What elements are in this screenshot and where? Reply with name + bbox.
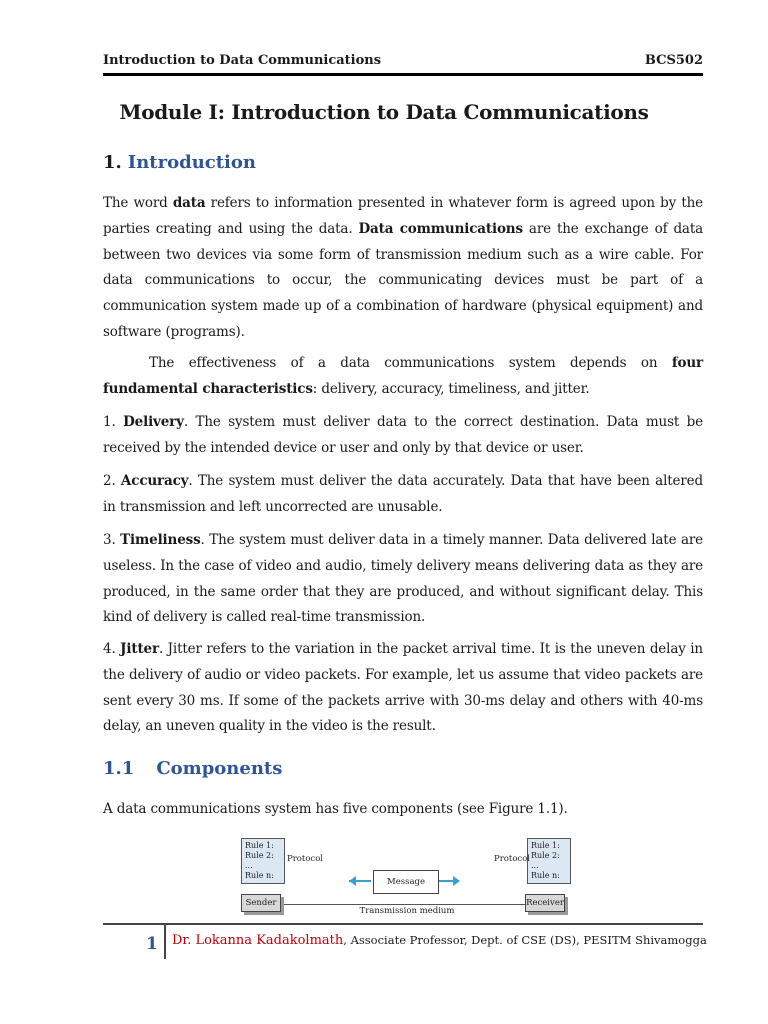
author-name: Dr. Lokanna Kadakolmath xyxy=(172,933,344,948)
sender-protocol-label: Protocol xyxy=(287,854,324,864)
footer-credit xyxy=(172,933,707,948)
header-title: Introduction to Data Communications xyxy=(103,52,382,68)
arrow-left-icon xyxy=(349,876,356,886)
list-item-timeliness: 3. Timeliness. The system must deliver data in a timely manner. Data delivered late are useless. In the case of video and audio, timely delivery means delivering data as they are produced, in the same order that they are produced, and without significant delay. This kind of delivery is called real-time transmission. xyxy=(103,532,703,626)
message-box: Message xyxy=(373,870,439,894)
section-heading-components xyxy=(103,758,282,779)
author-affiliation: , Associate Professor, Dept. of CSE (DS), PESITM Shivamogga xyxy=(343,933,707,947)
section-number: 1. xyxy=(103,152,122,173)
list-item-accuracy: 2. Accuracy. The system must deliver the data accurately. Data that have been altered in transmission and left uncorrected are unusable. xyxy=(103,473,703,515)
footer-divider xyxy=(103,923,703,925)
sender-node: Sender xyxy=(241,894,281,912)
section-title: Introduction xyxy=(127,152,256,173)
paragraph-characteristics: The effectiveness of a data communications system depends on four fundamental characteristics: delivery, accuracy, timeliness, and jitter. xyxy=(103,355,703,397)
paragraph-definition: The word data refers to information presented in whatever form is agreed upon by the parties creating and using the data. Data communications are the exchange of data between two devices via some form of transmission medium such as a wire cable. For data communications to occur, the communicating devices must be part of a communication system made up of a combination of hardware (physical equipment) and software (programs). xyxy=(103,195,704,340)
header-course-code: BCS502 xyxy=(644,52,703,68)
receiver-rules-box: Rule 1: Rule 2: ... Rule n: xyxy=(527,838,571,884)
section-heading-introduction xyxy=(103,152,256,173)
page-title: Module I: Introduction to Data Communications xyxy=(119,100,649,124)
section-number: 1.1 xyxy=(103,758,135,779)
section-title: Components xyxy=(156,758,283,779)
list-item-jitter: 4. Jitter. Jitter refers to the variation in the packet arrival time. It is the uneven delay in the delivery of audio or video packets. For example, let us assume that video packets are sent every 30 ms. If some of the packets arrive with 30-ms delay and others with 40-ms delay, an uneven quality in the video is the result. xyxy=(103,641,703,735)
figure-components-diagram xyxy=(237,834,577,920)
footer-vertical-bar xyxy=(164,923,166,959)
header-divider xyxy=(103,73,703,76)
transmission-medium-label: Transmission medium xyxy=(359,906,455,916)
arrow-right-icon xyxy=(453,876,460,886)
receiver-protocol-label: Protocol xyxy=(494,854,531,864)
receiver-node: Receiver xyxy=(525,894,565,912)
paragraph-components: A data communications system has five components (see Figure 1.1). xyxy=(103,801,568,817)
transmission-line xyxy=(281,904,527,905)
arrow-line-right xyxy=(439,880,453,882)
page-header xyxy=(103,50,703,70)
page-number: 1 xyxy=(146,934,158,954)
list-item-delivery: 1. Delivery. The system must deliver data to the correct destination. Data must be received by the intended device or user and only by that device or user. xyxy=(103,414,703,456)
sender-rules-box: Rule 1: Rule 2: ... Rule n: xyxy=(241,838,285,884)
